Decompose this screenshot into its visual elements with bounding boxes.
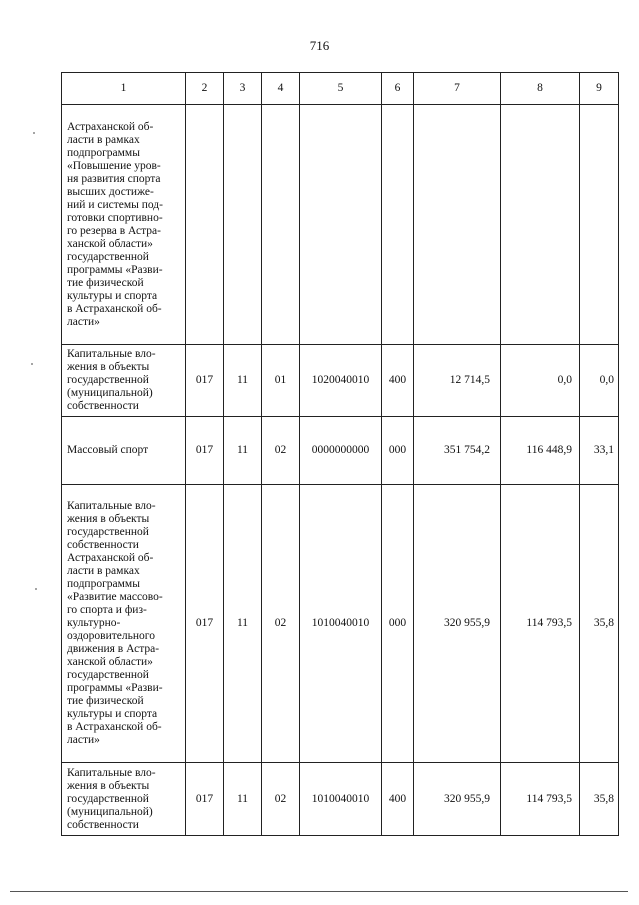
table-row	[62, 345, 619, 417]
cell-executed: 114 793,5	[501, 763, 580, 836]
cell-section: 11	[224, 345, 262, 417]
row-description: Капитальные вло- жения в объекты государственной (муниципальной) собственности	[62, 763, 186, 836]
cell-section: 11	[224, 485, 262, 763]
cell-section	[224, 105, 262, 345]
cell-target-article: 1010040010	[300, 485, 382, 763]
budget-table-wrapper	[61, 72, 619, 836]
row-description: Астраханской об- ласти в рамках подпрограммы «Повышение уров- ня развития спорта высших достиже- ний и системы под- готовки спортивно- го резерва в Астра- ханской области» государственной программы «Разви- тие физической культуры и спорта в Астраханской об- ласти»	[62, 105, 186, 345]
cell-subsection: 02	[262, 417, 300, 485]
cell-executed: 114 793,5	[501, 485, 580, 763]
cell-code-ministry: 017	[186, 763, 224, 836]
cell-section: 11	[224, 417, 262, 485]
cell-plan: 351 754,2	[414, 417, 501, 485]
cell-expense-type: 400	[382, 763, 414, 836]
cell-subsection: 02	[262, 763, 300, 836]
row-description: Капитальные вло- жения в объекты государственной собственности Астраханской об- ласти в рамках подпрограммы «Развитие массово- го спорта и физ- культурно- оздоровительного движения в Астра- ханской области» государственной программы «Разви- тие физической культуры и спорта в Астраханской об- ласти»	[62, 485, 186, 763]
cell-plan	[414, 105, 501, 345]
cell-expense-type	[382, 105, 414, 345]
cell-plan: 320 955,9	[414, 763, 501, 836]
scan-speck	[31, 363, 33, 365]
cell-subsection: 02	[262, 485, 300, 763]
table-row	[62, 485, 619, 763]
cell-executed: 0,0	[501, 345, 580, 417]
row-description: Капитальные вло- жения в объекты государственной (муниципальной) собственности	[62, 345, 186, 417]
cell-target-article	[300, 105, 382, 345]
cell-expense-type: 000	[382, 417, 414, 485]
cell-target-article: 1010040010	[300, 763, 382, 836]
cell-target-article: 0000000000	[300, 417, 382, 485]
cell-executed	[501, 105, 580, 345]
table-row	[62, 105, 619, 345]
cell-code-ministry: 017	[186, 345, 224, 417]
cell-percent: 35,8	[580, 485, 619, 763]
cell-expense-type: 000	[382, 485, 414, 763]
cell-subsection: 01	[262, 345, 300, 417]
table-row	[62, 763, 619, 836]
cell-executed: 116 448,9	[501, 417, 580, 485]
header-cell: 9	[580, 73, 619, 105]
header-row	[62, 73, 619, 105]
cell-code-ministry: 017	[186, 417, 224, 485]
cell-percent: 0,0	[580, 345, 619, 417]
cell-percent: 33,1	[580, 417, 619, 485]
cell-subsection	[262, 105, 300, 345]
header-cell: 6	[382, 73, 414, 105]
cell-code-ministry: 017	[186, 485, 224, 763]
header-cell: 2	[186, 73, 224, 105]
budget-table	[61, 72, 619, 836]
header-cell: 3	[224, 73, 262, 105]
page-number: 716	[309, 38, 330, 53]
cell-plan: 320 955,9	[414, 485, 501, 763]
table-row	[62, 417, 619, 485]
header-cell: 5	[300, 73, 382, 105]
page-bottom-rule	[10, 891, 628, 892]
row-description: Массовый спорт	[62, 417, 186, 485]
cell-percent: 35,8	[580, 763, 619, 836]
cell-expense-type: 400	[382, 345, 414, 417]
cell-code-ministry	[186, 105, 224, 345]
scan-speck	[35, 588, 37, 590]
header-cell: 8	[501, 73, 580, 105]
scan-speck	[33, 132, 35, 134]
header-cell: 1	[62, 73, 186, 105]
cell-section: 11	[224, 763, 262, 836]
cell-plan: 12 714,5	[414, 345, 501, 417]
header-cell: 4	[262, 73, 300, 105]
cell-target-article: 1020040010	[300, 345, 382, 417]
header-cell: 7	[414, 73, 501, 105]
cell-percent	[580, 105, 619, 345]
